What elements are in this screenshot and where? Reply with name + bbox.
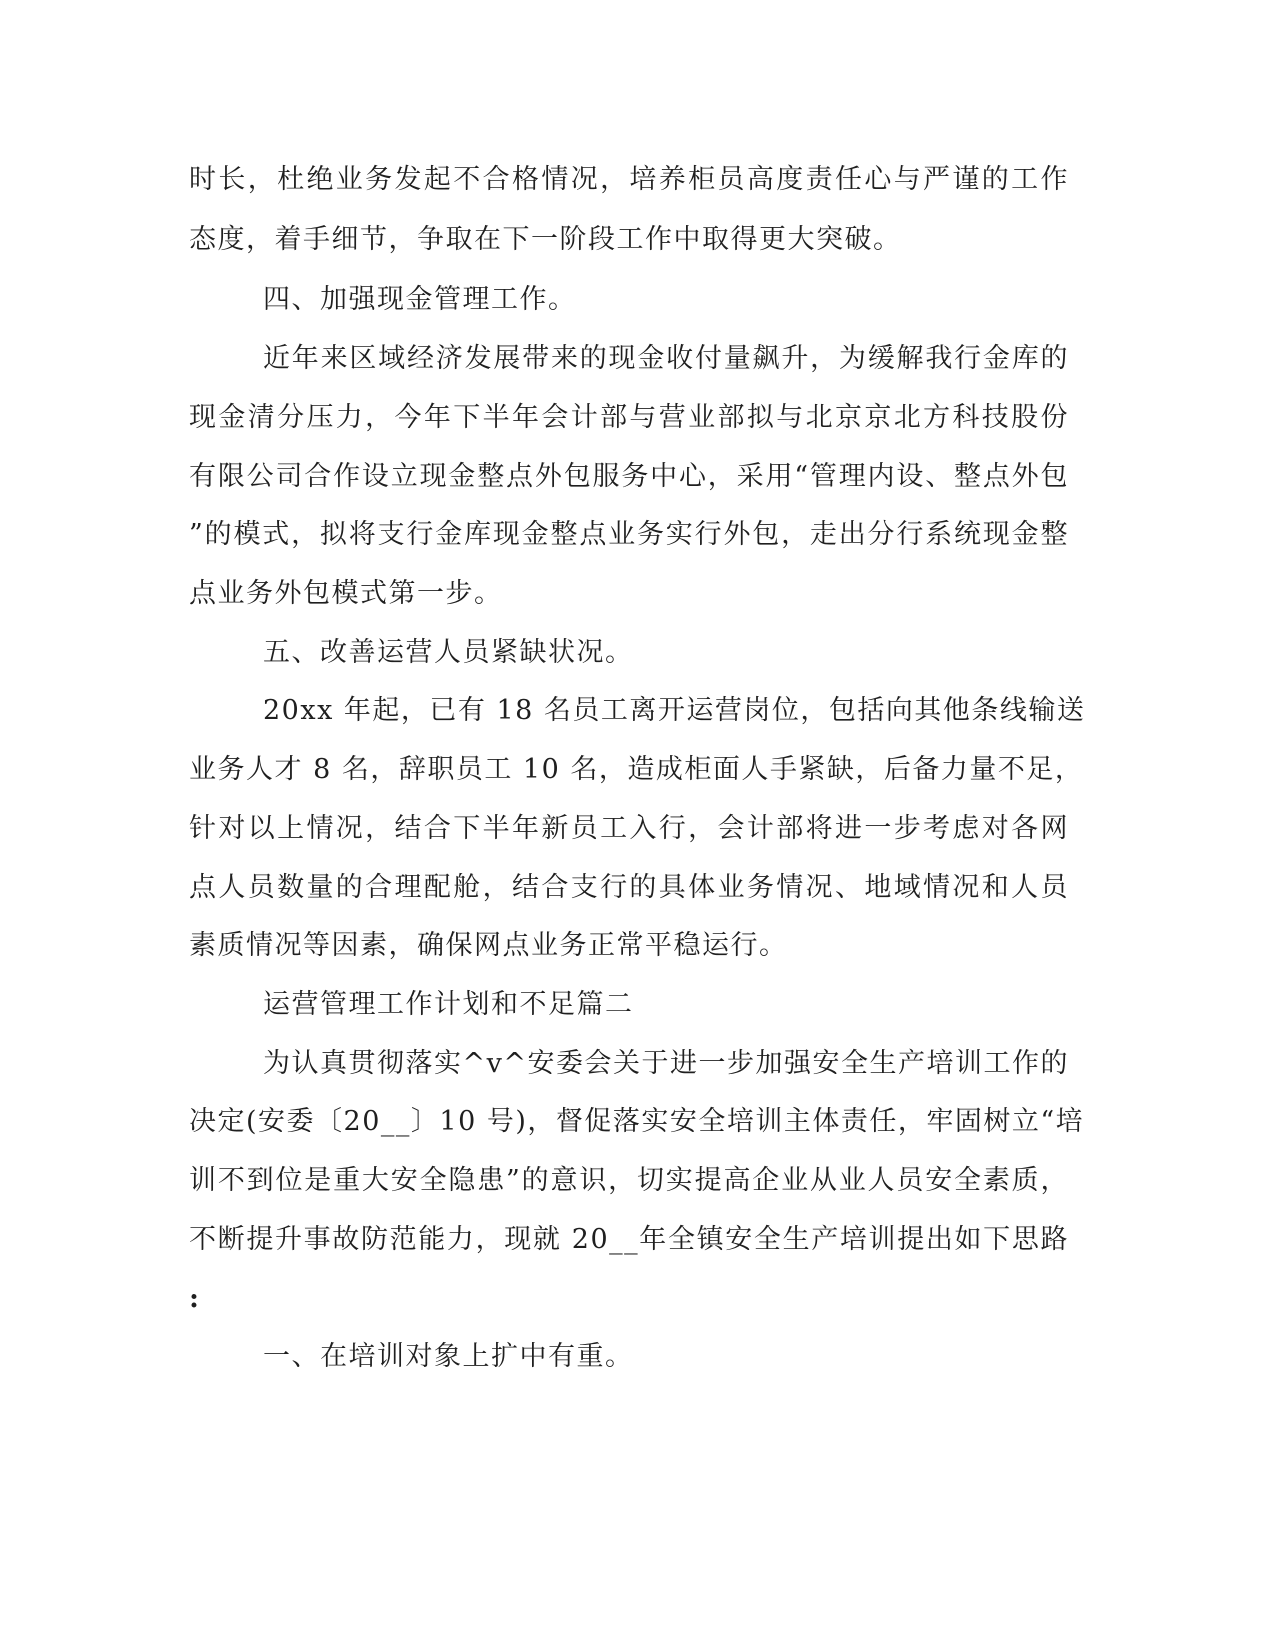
paragraph-line: 近年来区域经济发展带来的现金收付量飙升，为缓解我行金库的 <box>263 343 1069 374</box>
paragraph-line: 训不到位是重大安全隐患”的意识，切实提高企业从业人员安全素质， <box>189 1165 1069 1196</box>
paragraph-line: 有限公司合作设立现金整点外包服务中心，采用“管理内设、整点外包 <box>189 461 1069 492</box>
paragraph-line: 为认真贯彻落实^v^安委会关于进一步加强安全生产培训工作的 <box>263 1048 1069 1079</box>
paragraph-line: 业务人才 8 名，辞职员工 10 名，造成柜面人手紧缺，后备力量不足， <box>189 754 1084 785</box>
section-heading-1: 一、在培训对象上扩中有重。 <box>263 1341 634 1372</box>
paragraph-line: ”的模式，拟将支行金库现金整点业务实行外包，走出分行系统现金整 <box>189 519 1069 550</box>
paragraph-line: 态度，着手细节，争取在下一阶段工作中取得更大突破。 <box>189 224 902 255</box>
paragraph-line: 现金清分压力，今年下半年会计部与营业部拟与北京京北方科技股份 <box>189 402 1069 433</box>
paragraph-line: 不断提升事故防范能力，现就 20__年全镇安全生产培训提出如下思路 <box>189 1224 1069 1255</box>
paragraph-line: 针对以上情况，结合下半年新员工入行，会计部将进一步考虑对各网 <box>189 813 1069 844</box>
paragraph-line: 决定(安委〔20__〕10 号)，督促落实安全培训主体责任，牢固树立“培 <box>189 1106 1085 1137</box>
section-heading-4: 四、加强现金管理工作。 <box>263 284 577 315</box>
paragraph-line: 点人员数量的合理配舱，结合支行的具体业务情况、地域情况和人员 <box>189 872 1069 903</box>
paragraph-line: 点业务外包模式第一步。 <box>189 578 503 609</box>
article-subtitle: 运营管理工作计划和不足篇二 <box>263 989 634 1020</box>
paragraph-line: 素质情况等因素，确保网点业务正常平稳运行。 <box>189 930 788 961</box>
paragraph-line: 20xx 年起，已有 18 名员工离开运营岗位，包括向其他条线输送 <box>263 695 1086 726</box>
paragraph-line: : <box>189 1283 201 1314</box>
section-heading-5: 五、改善运营人员紧缺状况。 <box>263 637 634 668</box>
paragraph-line: 时长，杜绝业务发起不合格情况，培养柜员高度责任心与严谨的工作 <box>189 164 1069 195</box>
